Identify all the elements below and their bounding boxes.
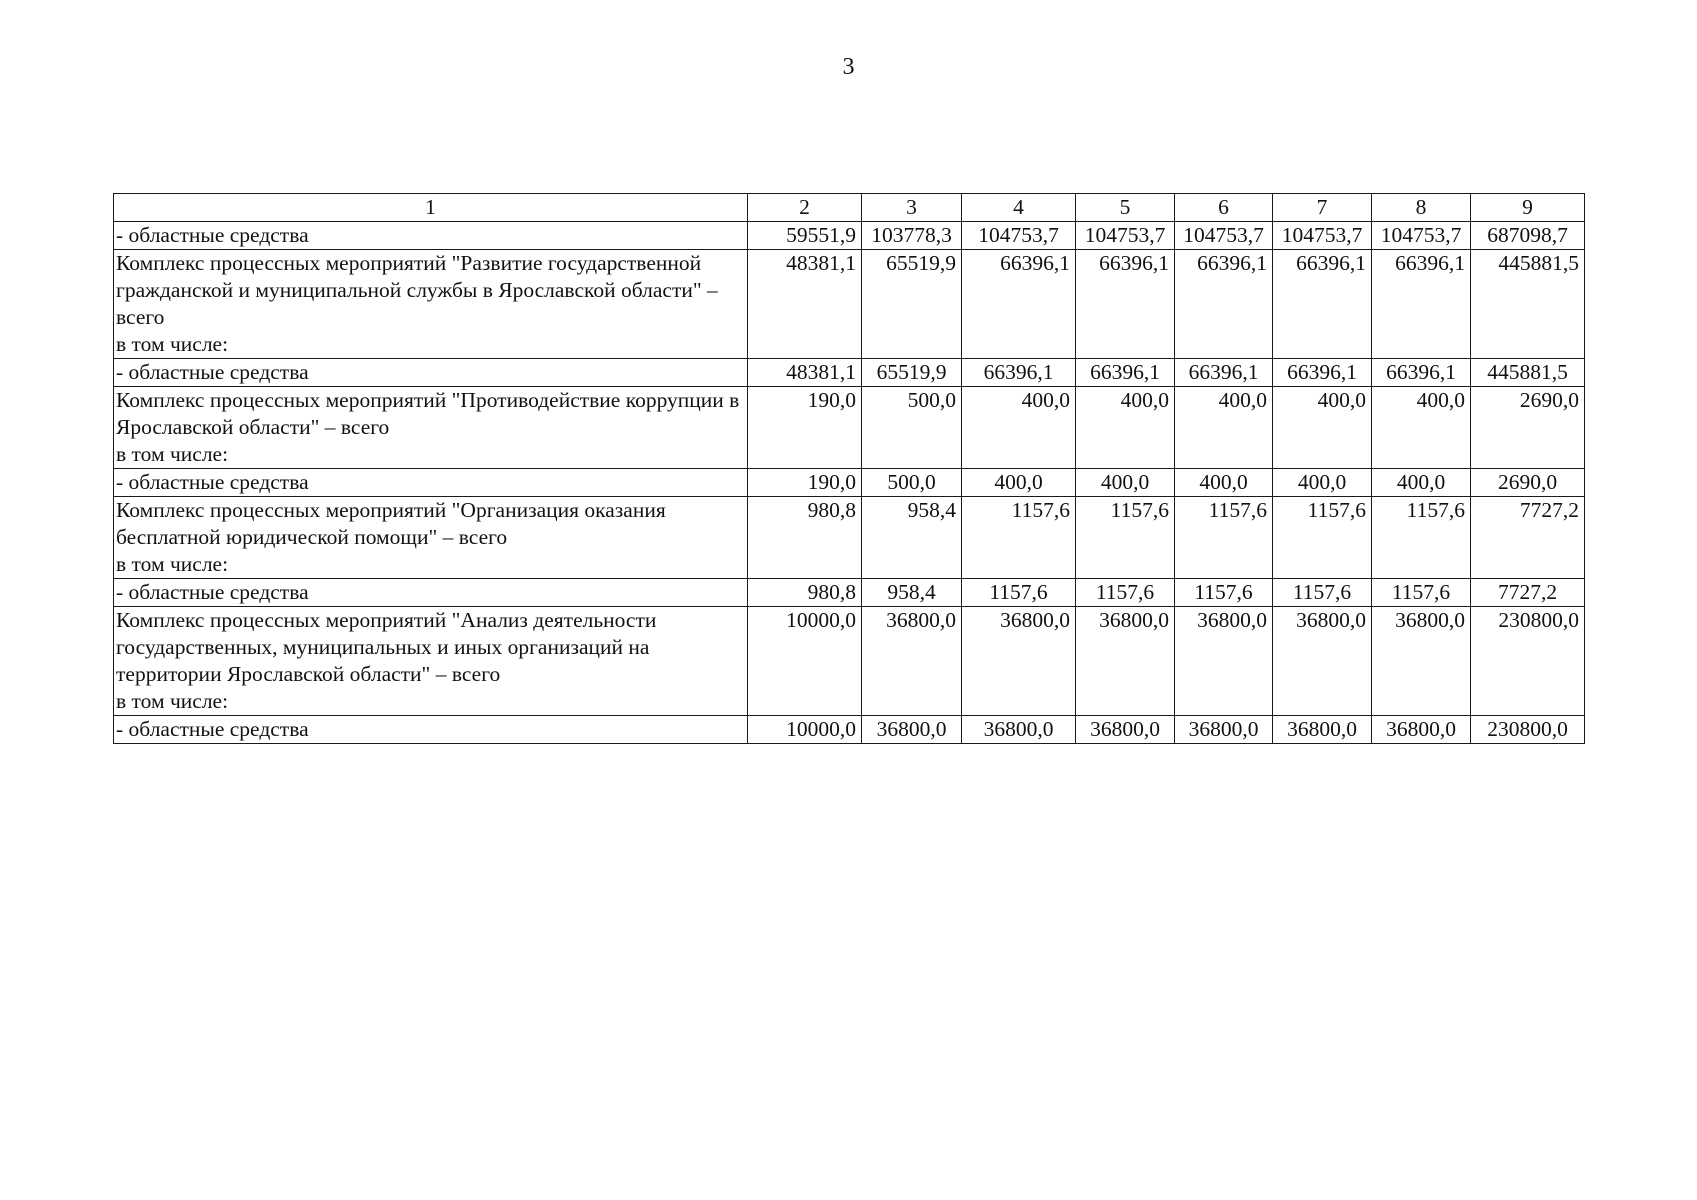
value-cell: 65519,9 bbox=[862, 359, 962, 387]
value-cell: 10000,0 bbox=[748, 716, 862, 744]
value-cell: 7727,2 bbox=[1471, 497, 1585, 579]
complex-row bbox=[114, 250, 1585, 359]
column-header: 6 bbox=[1175, 194, 1273, 222]
funds-row bbox=[114, 716, 1585, 744]
row-label-cell bbox=[114, 387, 748, 469]
value-cell: 36800,0 bbox=[1372, 607, 1471, 716]
value-cell: 66396,1 bbox=[962, 250, 1076, 359]
row-sub-label: в том числе: bbox=[116, 689, 229, 713]
column-header: 8 bbox=[1372, 194, 1471, 222]
value-cell: 66396,1 bbox=[1372, 250, 1471, 359]
row-label-cell bbox=[114, 497, 748, 579]
value-cell: 36800,0 bbox=[1175, 607, 1273, 716]
value-cell: 190,0 bbox=[748, 469, 862, 497]
value-cell: 400,0 bbox=[1076, 387, 1175, 469]
row-sub-label: в том числе: bbox=[116, 332, 229, 356]
value-cell: 958,4 bbox=[862, 497, 962, 579]
value-cell: 36800,0 bbox=[1076, 716, 1175, 744]
row-label-cell bbox=[114, 359, 748, 387]
value-cell: 36800,0 bbox=[1273, 607, 1372, 716]
value-cell: 980,8 bbox=[748, 497, 862, 579]
value-cell: 66396,1 bbox=[1273, 359, 1372, 387]
row-label: Комплекс процессных мероприятий "Развитие государственной гражданской и муниципальной службы в Ярославской области" – всего bbox=[116, 251, 718, 329]
row-sub-label: в том числе: bbox=[116, 442, 229, 466]
column-header: 2 bbox=[748, 194, 862, 222]
value-cell: 400,0 bbox=[1076, 469, 1175, 497]
funds-row bbox=[114, 359, 1585, 387]
complex-row bbox=[114, 497, 1585, 579]
value-cell: 36800,0 bbox=[862, 716, 962, 744]
value-cell: 1157,6 bbox=[962, 579, 1076, 607]
column-header: 4 bbox=[962, 194, 1076, 222]
value-cell: 36800,0 bbox=[1372, 716, 1471, 744]
value-cell: 1157,6 bbox=[962, 497, 1076, 579]
value-cell: 400,0 bbox=[1372, 469, 1471, 497]
value-cell: 445881,5 bbox=[1471, 250, 1585, 359]
value-cell: 10000,0 bbox=[748, 607, 862, 716]
value-cell: 66396,1 bbox=[1076, 250, 1175, 359]
row-label-cell bbox=[114, 250, 748, 359]
table-body bbox=[114, 194, 1585, 744]
value-cell: 48381,1 bbox=[748, 250, 862, 359]
value-cell: 500,0 bbox=[862, 469, 962, 497]
value-cell: 980,8 bbox=[748, 579, 862, 607]
value-cell: 230800,0 bbox=[1471, 716, 1585, 744]
row-label: - областные средства bbox=[116, 717, 309, 741]
row-label: - областные средства bbox=[116, 580, 309, 604]
value-cell: 445881,5 bbox=[1471, 359, 1585, 387]
row-sub-label: в том числе: bbox=[116, 552, 229, 576]
budget-table bbox=[113, 193, 1585, 744]
row-label: Комплекс процессных мероприятий "Организация оказания бесплатной юридической помощи" – всего bbox=[116, 498, 666, 549]
column-header: 7 bbox=[1273, 194, 1372, 222]
value-cell: 36800,0 bbox=[1175, 716, 1273, 744]
table-header-row bbox=[114, 194, 1585, 222]
row-label-cell bbox=[114, 579, 748, 607]
value-cell: 48381,1 bbox=[748, 359, 862, 387]
value-cell: 400,0 bbox=[962, 469, 1076, 497]
value-cell: 36800,0 bbox=[962, 607, 1076, 716]
value-cell: 1157,6 bbox=[1175, 497, 1273, 579]
row-label: - областные средства bbox=[116, 223, 309, 247]
value-cell: 1157,6 bbox=[1076, 579, 1175, 607]
page-number: 3 bbox=[842, 54, 855, 80]
row-label-cell bbox=[114, 222, 748, 250]
column-header: 9 bbox=[1471, 194, 1585, 222]
funds-row bbox=[114, 579, 1585, 607]
value-cell: 1157,6 bbox=[1273, 579, 1372, 607]
column-header: 5 bbox=[1076, 194, 1175, 222]
complex-row bbox=[114, 387, 1585, 469]
row-label: - областные средства bbox=[116, 470, 309, 494]
value-cell: 66396,1 bbox=[962, 359, 1076, 387]
value-cell: 104753,7 bbox=[1076, 222, 1175, 250]
row-label: Комплекс процессных мероприятий "Противодействие коррупции в Ярославской области" – всего bbox=[116, 388, 740, 439]
value-cell: 36800,0 bbox=[962, 716, 1076, 744]
value-cell: 104753,7 bbox=[1372, 222, 1471, 250]
funds-row bbox=[114, 222, 1585, 250]
value-cell: 1157,6 bbox=[1076, 497, 1175, 579]
value-cell: 400,0 bbox=[1372, 387, 1471, 469]
value-cell: 66396,1 bbox=[1175, 359, 1273, 387]
value-cell: 2690,0 bbox=[1471, 387, 1585, 469]
value-cell: 400,0 bbox=[1273, 387, 1372, 469]
value-cell: 400,0 bbox=[1175, 387, 1273, 469]
value-cell: 2690,0 bbox=[1471, 469, 1585, 497]
value-cell: 1157,6 bbox=[1372, 579, 1471, 607]
value-cell: 958,4 bbox=[862, 579, 962, 607]
value-cell: 66396,1 bbox=[1076, 359, 1175, 387]
value-cell: 500,0 bbox=[862, 387, 962, 469]
value-cell: 66396,1 bbox=[1372, 359, 1471, 387]
funds-row bbox=[114, 469, 1585, 497]
value-cell: 190,0 bbox=[748, 387, 862, 469]
column-header: 1 bbox=[114, 194, 748, 222]
value-cell: 104753,7 bbox=[962, 222, 1076, 250]
value-cell: 7727,2 bbox=[1471, 579, 1585, 607]
column-header: 3 bbox=[862, 194, 962, 222]
value-cell: 36800,0 bbox=[862, 607, 962, 716]
row-label-cell bbox=[114, 469, 748, 497]
value-cell: 400,0 bbox=[1273, 469, 1372, 497]
value-cell: 66396,1 bbox=[1175, 250, 1273, 359]
complex-row bbox=[114, 607, 1585, 716]
value-cell: 1157,6 bbox=[1273, 497, 1372, 579]
value-cell: 1157,6 bbox=[1175, 579, 1273, 607]
value-cell: 1157,6 bbox=[1372, 497, 1471, 579]
value-cell: 65519,9 bbox=[862, 250, 962, 359]
value-cell: 59551,9 bbox=[748, 222, 862, 250]
value-cell: 66396,1 bbox=[1273, 250, 1372, 359]
value-cell: 400,0 bbox=[1175, 469, 1273, 497]
value-cell: 104753,7 bbox=[1273, 222, 1372, 250]
value-cell: 230800,0 bbox=[1471, 607, 1585, 716]
value-cell: 103778,3 bbox=[862, 222, 962, 250]
value-cell: 36800,0 bbox=[1076, 607, 1175, 716]
row-label: - областные средства bbox=[116, 360, 309, 384]
row-label: Комплекс процессных мероприятий "Анализ деятельности государственных, муниципальных и иных организаций на территории Ярославской области" – всего bbox=[116, 608, 657, 686]
value-cell: 687098,7 bbox=[1471, 222, 1585, 250]
value-cell: 104753,7 bbox=[1175, 222, 1273, 250]
value-cell: 36800,0 bbox=[1273, 716, 1372, 744]
row-label-cell bbox=[114, 716, 748, 744]
value-cell: 400,0 bbox=[962, 387, 1076, 469]
row-label-cell bbox=[114, 607, 748, 716]
